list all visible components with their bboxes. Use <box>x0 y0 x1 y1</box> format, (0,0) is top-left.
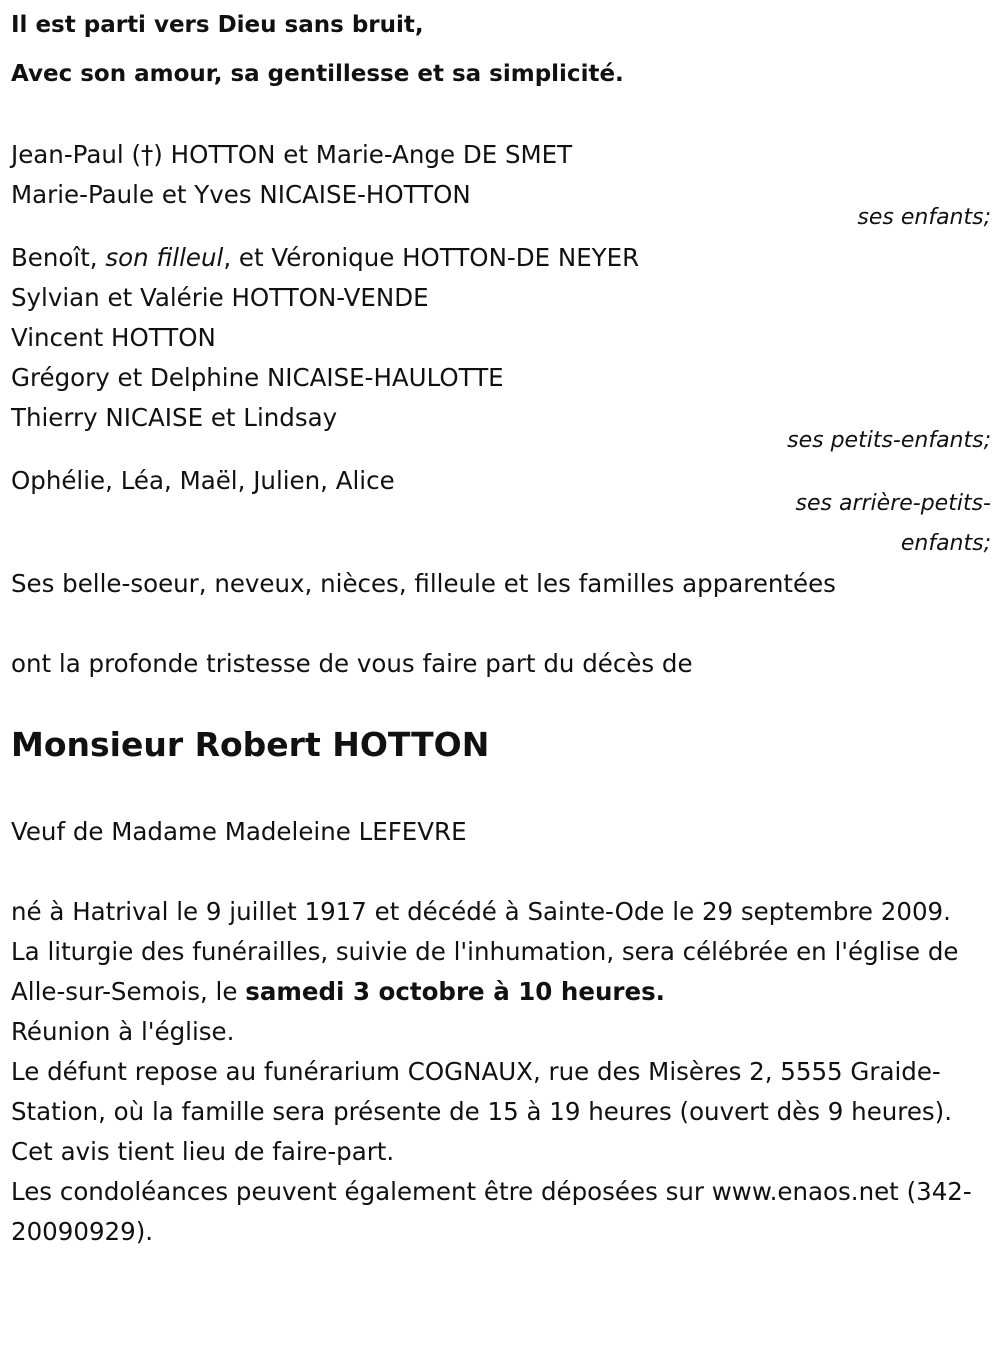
intro-line-2: Avec son amour, sa gentillesse et sa simplicité. <box>11 61 624 87</box>
child-name-1: Jean-Paul (†) HOTTON et Marie-Ange DE SMET <box>11 140 573 169</box>
godson-label: son filleul <box>105 243 224 272</box>
grandchild-name-4: Grégory et Delphine NICAISE-HAULOTTE <box>11 363 504 392</box>
child-name-2: Marie-Paule et Yves NICAISE-HOTTON <box>11 180 471 209</box>
grandchild-name-1-suffix: , et Véronique HOTTON-DE NEYER <box>223 243 640 272</box>
great-grandchildren-names: Ophélie, Léa, Maël, Julien, Alice <box>11 466 395 495</box>
condolences: Les condoléances peuvent également être déposées sur www.enaos.net (342-20090929). <box>11 1177 972 1246</box>
meeting: Réunion à l'église. <box>11 1017 235 1046</box>
birth-death: né à Hatrival le 9 juillet 1917 et décédé à Sainte-Ode le 29 septembre 2009. <box>11 897 951 926</box>
intro-line-1: Il est parti vers Dieu sans bruit, <box>11 12 424 38</box>
relation-great-grandchildren-1: ses arrière-petits- <box>795 491 991 516</box>
details <box>11 892 981 1252</box>
relation-great-grandchildren-2: enfants; <box>900 531 991 556</box>
announcement: ont la profonde tristesse de vous faire part du décès de <box>11 649 693 678</box>
relation-children: ses enfants; <box>857 205 991 230</box>
liturgy-text: La liturgie des funérailles, suivie de l'inhumation, sera célébrée en l'église de Alle-sur-Semois, le <box>11 937 959 1006</box>
deceased-name: Monsieur Robert HOTTON <box>11 725 490 764</box>
notice: Cet avis tient lieu de faire-part. <box>11 1137 395 1166</box>
liturgy-date: samedi 3 octobre à 10 heures. <box>245 977 665 1006</box>
grandchild-name-5: Thierry NICAISE et Lindsay <box>11 403 338 432</box>
funeral-home: Le défunt repose au funérarium COGNAUX, rue des Misères 2, 5555 Graide-Station, où la famille sera présente de 15 à 19 heures (ouvert dès 9 heures). <box>11 1057 953 1126</box>
liturgy <box>11 932 981 1012</box>
grandchild-name-3: Vincent HOTTON <box>11 323 216 352</box>
widower-of: Veuf de Madame Madeleine LEFEVRE <box>11 817 467 846</box>
grandchild-name-1-prefix: Benoît, <box>11 243 106 272</box>
grandchild-name-2: Sylvian et Valérie HOTTON-VENDE <box>11 283 429 312</box>
grandchild-name-1 <box>11 243 639 273</box>
relation-grandchildren: ses petits-enfants; <box>787 428 991 453</box>
extended-family: Ses belle-soeur, neveux, nièces, filleule et les familles apparentées <box>11 569 836 598</box>
